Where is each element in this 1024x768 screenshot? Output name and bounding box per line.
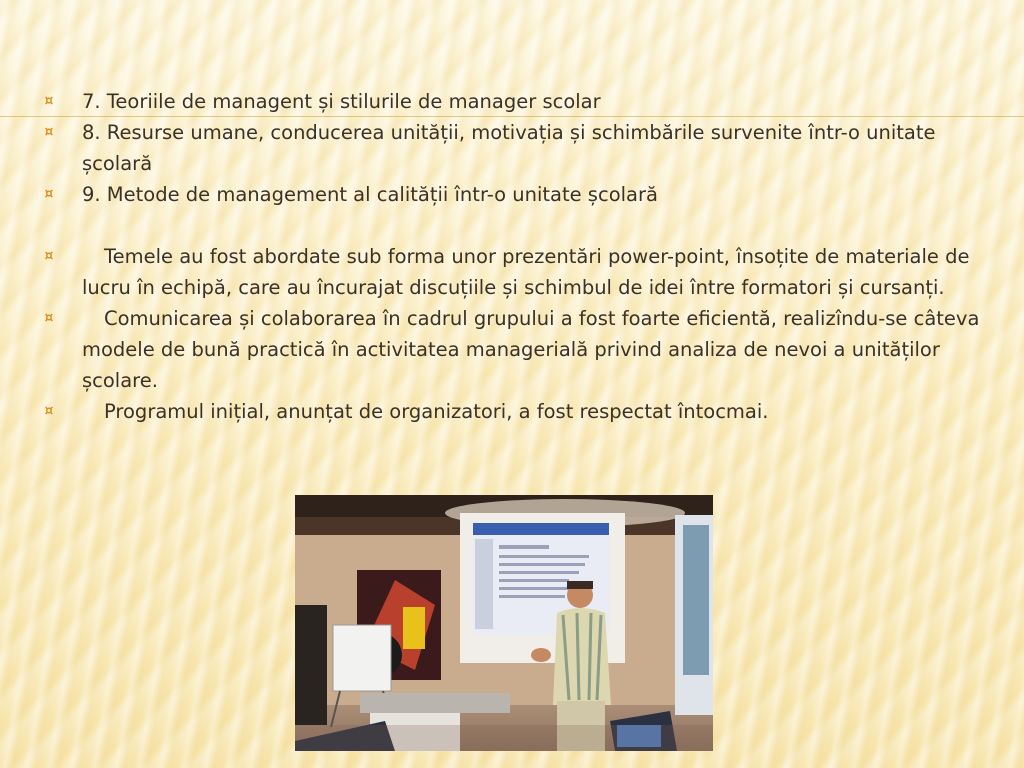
list-item-text: Temele au fost abordate sub forma unor prezentări power-point, însoțite de materiale de lucru în echipă, care au încurajat discuțiile și schimbul de idei între formatori și cursanți. bbox=[82, 245, 970, 299]
list-item bbox=[40, 179, 990, 210]
bullet-icon: ¤ bbox=[44, 93, 54, 109]
list-item bbox=[40, 396, 990, 427]
list-item-text: Comunicarea și colaborarea în cadrul grupului a fost foarte eficientă, realizîndu-se câteva modele de bună practică în activitatea managerială privind analiza de nevoi a unităților școlare. bbox=[82, 307, 980, 392]
list-item-text: 7. Teoriile de managent și stilurile de manager scolar bbox=[82, 90, 601, 113]
bullet-icon: ¤ bbox=[44, 248, 54, 264]
list-item bbox=[40, 241, 990, 303]
bullet-list bbox=[40, 86, 990, 427]
bullet-icon: ¤ bbox=[44, 124, 54, 140]
list-item bbox=[40, 303, 990, 396]
list-item bbox=[40, 117, 990, 179]
list-item-text: 9. Metode de management al calității într-o unitate școlară bbox=[82, 183, 658, 206]
list-spacer bbox=[40, 210, 990, 241]
presentation-photo-illustration bbox=[295, 495, 713, 751]
bullet-icon: ¤ bbox=[44, 310, 54, 326]
presentation-photo bbox=[295, 495, 713, 751]
list-item-text: 8. Resurse umane, conducerea unității, motivația și schimbările survenite într-o unitate școlară bbox=[82, 121, 936, 175]
list-item bbox=[40, 86, 990, 117]
bullet-icon: ¤ bbox=[44, 403, 54, 419]
bullet-icon: ¤ bbox=[44, 186, 54, 202]
list-item-text: Programul inițial, anunțat de organizatori, a fost respectat întocmai. bbox=[104, 400, 769, 423]
